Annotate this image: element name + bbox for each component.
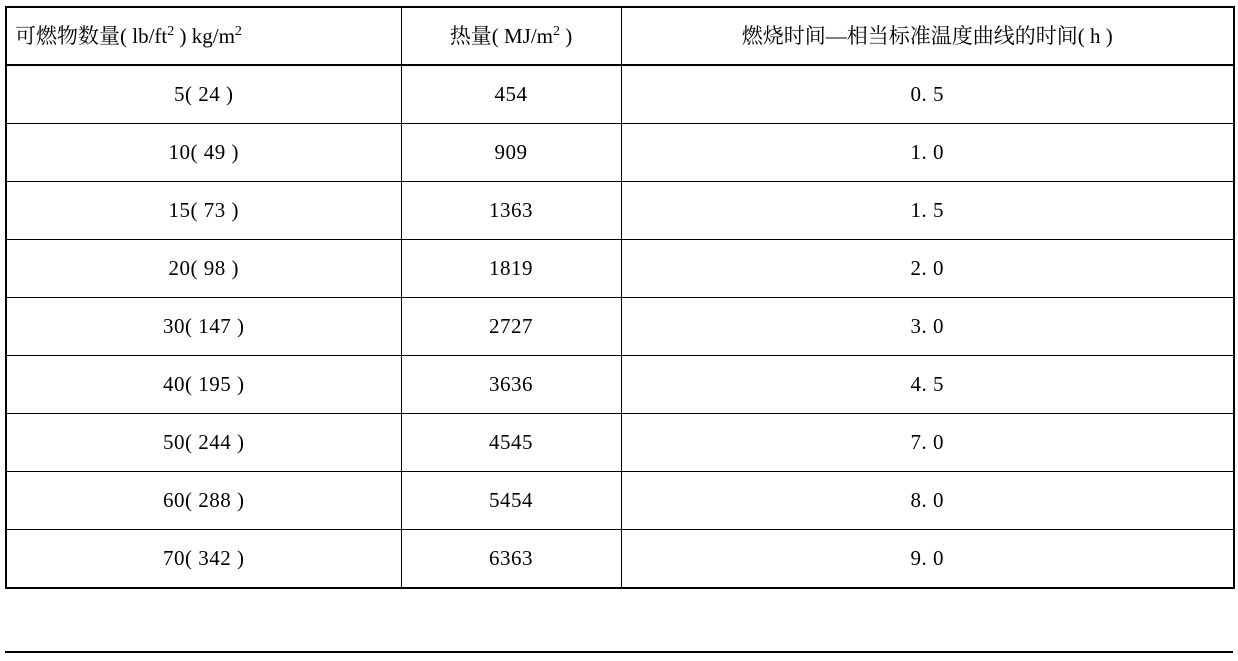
table-row: [6, 65, 1234, 124]
cell-heat: 6363: [401, 530, 621, 589]
cell-fuel-load: 40( 195 ): [6, 356, 401, 414]
cell-fuel-load: 20( 98 ): [6, 240, 401, 298]
cell-fuel-load: 70( 342 ): [6, 530, 401, 589]
cell-heat: 1819: [401, 240, 621, 298]
cell-time: 3. 0: [621, 298, 1234, 356]
table-header-row: [6, 7, 1234, 65]
table-row: [6, 472, 1234, 530]
table-row: [6, 240, 1234, 298]
column-header-fuel-load: [6, 7, 401, 65]
cell-heat: 454: [401, 65, 621, 124]
cell-heat: 2727: [401, 298, 621, 356]
cell-fuel-load: 60( 288 ): [6, 472, 401, 530]
cell-fuel-load: 50( 244 ): [6, 414, 401, 472]
column-header-heat: [401, 7, 621, 65]
column-header-time: [621, 7, 1234, 65]
column-header-heat-text-a: 热量( MJ/m: [449, 23, 553, 48]
column-header-time-text: 燃烧时间—相当标准温度曲线的时间( h ): [741, 23, 1113, 48]
column-header-fuel-load-sup-b: 2: [234, 23, 242, 39]
column-header-fuel-load-text-b: ) kg/m: [174, 23, 235, 48]
table-row: [6, 298, 1234, 356]
column-header-fuel-load-text-a: 可燃物数量( lb/ft: [15, 23, 168, 48]
cell-fuel-load: 15( 73 ): [6, 182, 401, 240]
table-row: [6, 414, 1234, 472]
cell-time: 4. 5: [621, 356, 1234, 414]
cell-fuel-load: 10( 49 ): [6, 124, 401, 182]
cell-time: 2. 0: [621, 240, 1234, 298]
cell-time: 1. 0: [621, 124, 1234, 182]
cell-time: 0. 5: [621, 65, 1234, 124]
table-row: [6, 356, 1234, 414]
document-page: [0, 6, 1238, 661]
column-header-fuel-load-sup-a: 2: [167, 23, 175, 39]
cell-heat: 5454: [401, 472, 621, 530]
cell-time: 8. 0: [621, 472, 1234, 530]
table-bottom-rule: [5, 651, 1233, 653]
cell-time: 7. 0: [621, 414, 1234, 472]
cell-heat: 1363: [401, 182, 621, 240]
column-header-heat-text-b: ): [560, 23, 573, 48]
cell-fuel-load: 30( 147 ): [6, 298, 401, 356]
cell-heat: 909: [401, 124, 621, 182]
cell-heat: 3636: [401, 356, 621, 414]
cell-heat: 4545: [401, 414, 621, 472]
column-header-heat-sup: 2: [553, 23, 560, 39]
cell-time: 9. 0: [621, 530, 1234, 589]
cell-fuel-load: 5( 24 ): [6, 65, 401, 124]
table-row: [6, 182, 1234, 240]
table-row: [6, 124, 1234, 182]
table-row: [6, 530, 1234, 589]
cell-time: 1. 5: [621, 182, 1234, 240]
fuel-load-heat-time-table: [5, 6, 1235, 589]
